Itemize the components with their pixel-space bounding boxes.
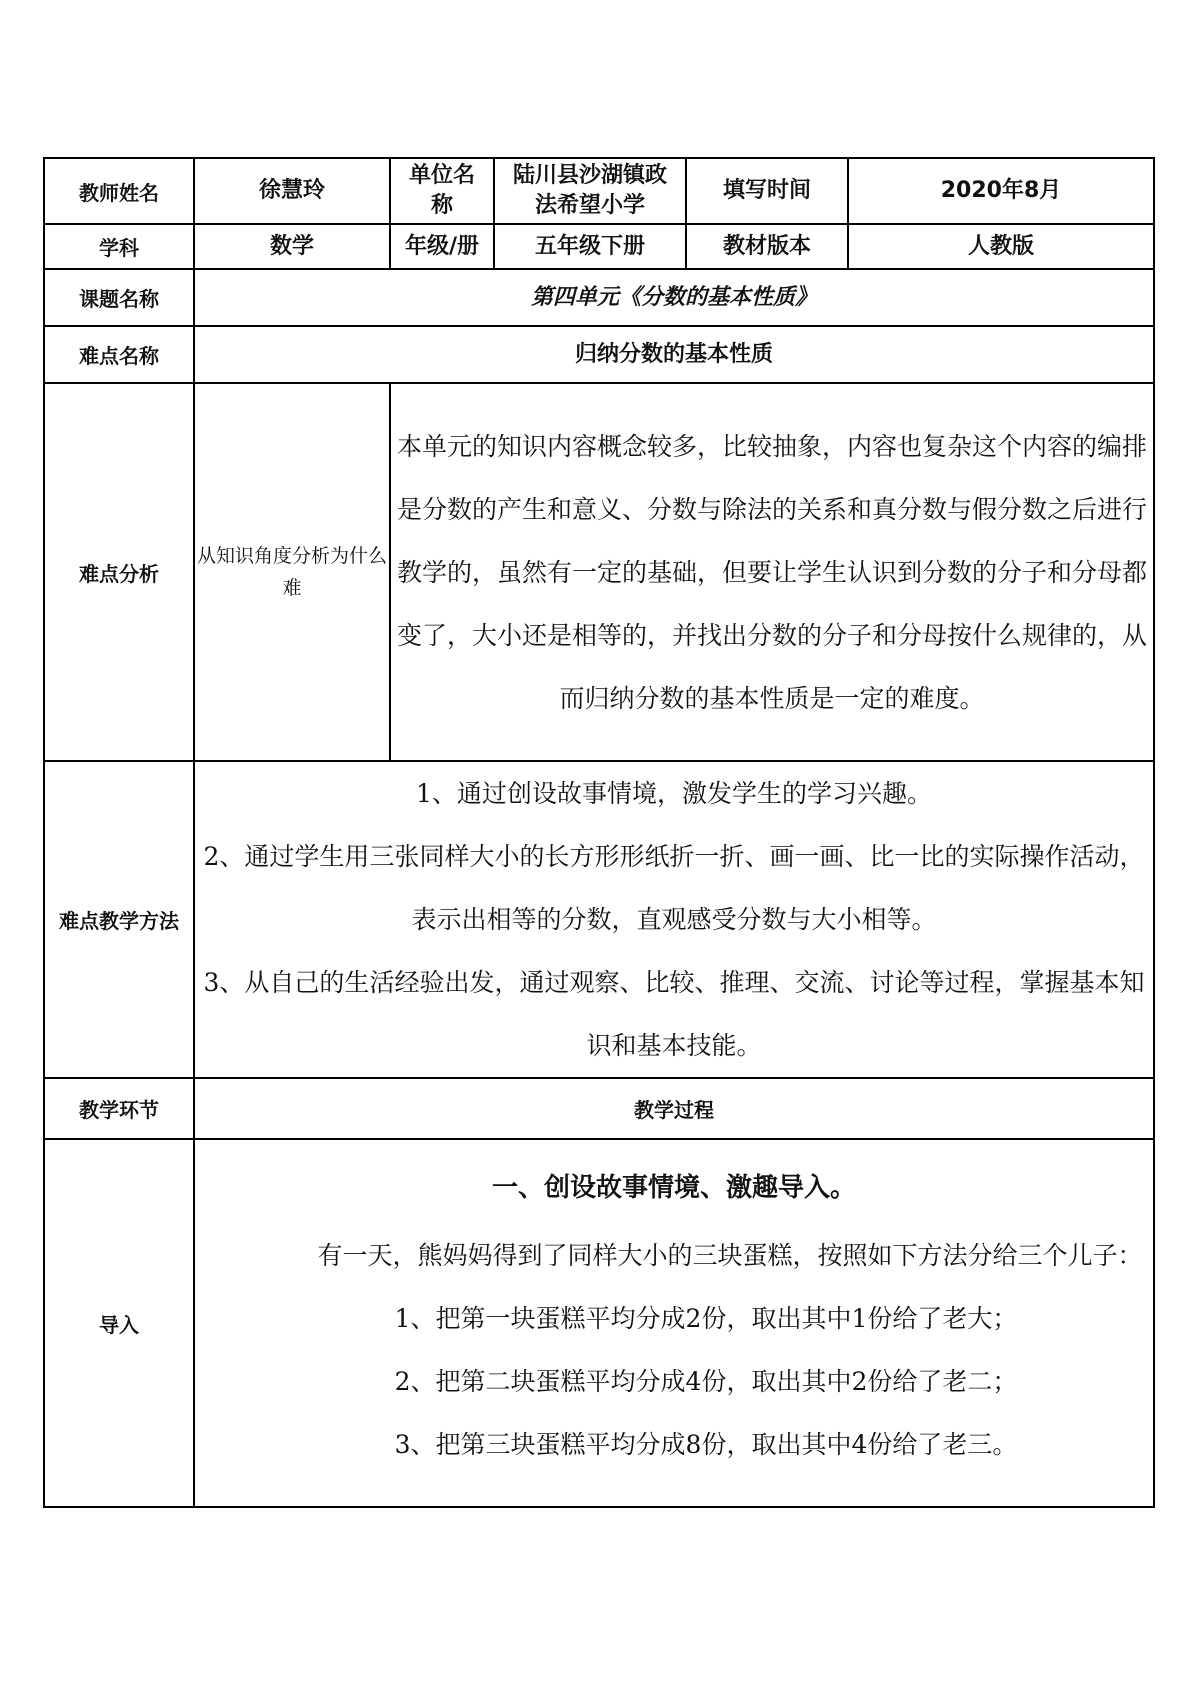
step-1: 1、把第一块蛋糕平均分成2份，取出其中1份给了老大； xyxy=(394,1304,1018,1333)
intro-heading: 一、创设故事情境、激趣导入。 xyxy=(491,1173,856,1203)
unit-label: 单位名称 xyxy=(390,158,494,224)
analysis-sub-label: 从知识角度分析为什么难 xyxy=(194,383,390,761)
unit-name: 陆川县沙湖镇政法希望小学 xyxy=(494,158,686,224)
method-item-3: 3、从自己的生活经验出发，通过观察、比较、推理、交流、讨论等过程，掌握基本知识和基本技能。 xyxy=(203,968,1145,1060)
edition-value: 人教版 xyxy=(848,224,1154,269)
difficulty-label: 难点名称 xyxy=(44,326,194,383)
method-row xyxy=(44,761,1154,1078)
info-row xyxy=(44,224,1154,269)
intro-row xyxy=(44,1139,1154,1507)
intro-content xyxy=(194,1139,1154,1507)
edition-label: 教材版本 xyxy=(686,224,848,269)
grade-value: 五年级下册 xyxy=(494,224,686,269)
teacher-name: 徐慧玲 xyxy=(194,158,390,224)
difficulty-value: 归纳分数的基本性质 xyxy=(194,326,1154,383)
date-label: 填写时间 xyxy=(686,158,848,224)
process-label: 教学过程 xyxy=(194,1078,1154,1139)
stage-label: 教学环节 xyxy=(44,1078,194,1139)
topic-row xyxy=(44,269,1154,326)
subject-value: 数学 xyxy=(194,224,390,269)
lesson-plan-table xyxy=(43,157,1155,1508)
method-item-1: 1、通过创设故事情境，激发学生的学习兴趣。 xyxy=(416,779,932,808)
method-label: 难点教学方法 xyxy=(44,761,194,1078)
method-list xyxy=(194,761,1154,1078)
analysis-row xyxy=(44,383,1154,761)
topic-value: 第四单元《分数的基本性质》 xyxy=(194,269,1154,326)
step-2: 2、把第二块蛋糕平均分成4份，取出其中2份给了老二； xyxy=(394,1367,1018,1396)
header-row xyxy=(44,158,1154,224)
subject-label: 学科 xyxy=(44,224,194,269)
topic-label: 课题名称 xyxy=(44,269,194,326)
method-item-2: 2、通过学生用三张同样大小的长方形形纸折一折、画一画、比一比的实际操作活动，表示出相等的分数，直观感受分数与大小相等。 xyxy=(203,842,1145,934)
teacher-label: 教师姓名 xyxy=(44,158,194,224)
grade-label: 年级/册 xyxy=(390,224,494,269)
difficulty-row xyxy=(44,326,1154,383)
date-value: 2020年8月 xyxy=(848,158,1154,224)
analysis-text: 本单元的知识内容概念较多，比较抽象，内容也复杂这个内容的编排是分数的产生和意义、分数与除法的关系和真分数与假分数之后进行教学的，虽然有一定的基础，但要让学生认识到分数的分子和分母都变了，大小还是相等的，并找出分数的分子和分母按什么规律的，从而归纳分数的基本性质是一定的难度。 xyxy=(390,383,1154,761)
process-header-row xyxy=(44,1078,1154,1139)
step-3: 3、把第三块蛋糕平均分成8份，取出其中4份给了老三。 xyxy=(394,1430,1018,1459)
analysis-label: 难点分析 xyxy=(44,383,194,761)
story-text: 有一天，熊妈妈得到了同样大小的三块蛋糕，按照如下方法分给三个儿子： xyxy=(317,1241,1143,1270)
intro-label: 导入 xyxy=(44,1139,194,1507)
